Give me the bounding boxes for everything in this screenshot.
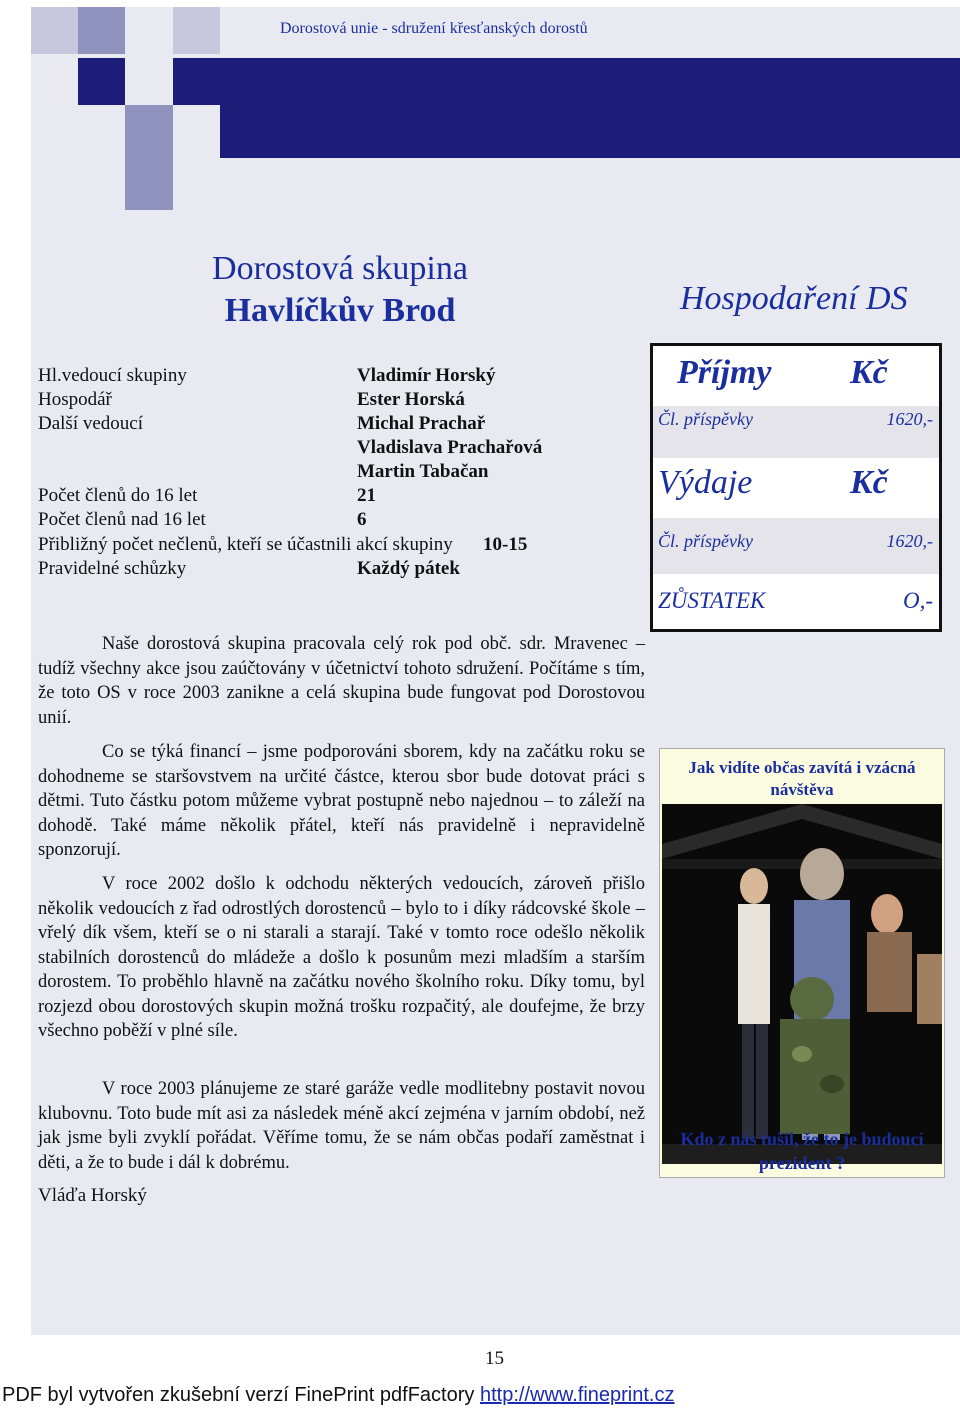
balance-label: ZŮSTATEK	[658, 588, 766, 613]
page-number: 15	[485, 1348, 504, 1369]
info-value: Michal Prachař	[357, 413, 486, 434]
photo-caption-bottom: Kdo z nás tušil, že to je budoucí prezident ?	[680, 1129, 924, 1173]
info-label: Hospodář	[38, 389, 112, 410]
info-label: Přibližný počet nečlenů, kteří se účastnili akcí skupiny	[38, 534, 453, 555]
decor-square	[220, 58, 960, 158]
page-title-line2: Havlíčkův Brod	[224, 292, 456, 329]
footer-link[interactable]: http://www.fineprint.cz	[479, 1384, 675, 1406]
income-value: 1620,-	[886, 409, 933, 429]
decor-square	[78, 7, 125, 54]
income-heading: Příjmy	[677, 354, 772, 391]
info-value: Martin Tabačan	[357, 461, 489, 482]
info-value: Vladislava Prachařová	[357, 437, 543, 458]
income-currency: Kč	[850, 354, 888, 391]
expense-value: 1620,-	[886, 531, 933, 551]
income-label: Čl. příspěvky	[658, 409, 753, 429]
info-label: Hl.vedoucí skupiny	[38, 365, 187, 386]
signature: Vláďa Horský	[38, 1185, 147, 1206]
decor-square	[173, 58, 220, 105]
info-value: 21	[357, 485, 376, 506]
paragraph-text: V roce 2002 došlo k odchodu některých vedoucích, zároveň přišlo několik vedoucích z řad odrostlých dorostenců – bylo to i díky rádcovské škole – vřelý dík všem, kteří se o ni starali a starají. Také v tomto roce odešlo několik stabilních dorostenců do mládeže a došlo k posunům mezi mladším a starším dorostem. To proběhlo hlavně na začátku nového školního roku. Díky tomu, byl rozjezd obou dorostových skupin možná trošku rozpačitý, ale doufejme, že brzy všechno poběží v plné síle.	[38, 874, 645, 1041]
decor-square	[173, 7, 220, 54]
info-value: 10-15	[483, 534, 528, 555]
footer-text: PDF byl vytvořen zkušební verzí FinePrint pdfFactory	[2, 1384, 475, 1406]
paragraph-text: V roce 2003 plánujeme ze staré garáže vedle modlitebny postavit novou klubovnu. Toto bude mít asi za následek méně akcí zejména v jarním období, než jak jsme byli zvyklí pořádat. Věříme tomu, že se nám občas podaří zaměstnat i děti, a že to bude i dál k dobrému.	[38, 1079, 645, 1173]
info-label: Počet členů do 16 let	[38, 485, 198, 506]
info-label: Další vedoucí	[38, 413, 144, 434]
photo-image	[662, 804, 942, 1164]
balance-value: O,-	[902, 588, 933, 613]
info-value: Ester Horská	[357, 389, 465, 410]
paragraph	[38, 1077, 645, 1175]
paragraph	[38, 632, 645, 730]
paragraph-text: Co se týká financí – jsme podporováni sborem, kdy na začátku roku se dohodneme se staršovstvem na určité částce, kterou sbor bude dotovat práci s dětmi. Tuto částku potom můžeme vybrat postupně nebo najednou – to záleží na dohodě. Také máme několik přátel, kteří nás pravidelně i nepravidelně sponzorují.	[38, 742, 645, 860]
pdf-footer	[2, 1384, 675, 1407]
info-value: Vladimír Horský	[357, 365, 496, 386]
paragraph-text: Naše dorostová skupina pracovala celý rok pod obč. sdr. Mravenec – tudíž všechny akce jsou zaúčtovány v účetnictví tohoto sdružení. Počítáme s tím, že toto OS v roce 2003 zanikne a celá skupina bude fungovat pod Dorostovou unií.	[38, 634, 645, 728]
finance-box	[650, 343, 942, 632]
decor-square	[125, 105, 173, 158]
decor-square	[78, 58, 125, 105]
finance-title: Hospodaření DS	[680, 280, 908, 317]
expense-heading: Výdaje	[658, 464, 753, 501]
info-value: 6	[357, 509, 367, 530]
running-head: Dorostová unie - sdružení křesťanských dorostů	[280, 20, 588, 37]
decor-square	[31, 7, 78, 54]
paragraph	[38, 740, 645, 863]
photo-box	[659, 748, 945, 1178]
decor-square	[125, 158, 173, 210]
expense-currency: Kč	[850, 464, 888, 501]
paragraph	[38, 872, 645, 1044]
expense-label: Čl. příspěvky	[658, 531, 753, 551]
info-label: Pravidelné schůzky	[38, 558, 187, 579]
info-label: Počet členů nad 16 let	[38, 509, 206, 530]
info-value: Každý pátek	[357, 558, 460, 579]
photo-caption-top: Jak vidíte občas zavítá i vzácná návštěva	[688, 758, 916, 799]
page-title-line1: Dorostová skupina	[212, 250, 468, 287]
